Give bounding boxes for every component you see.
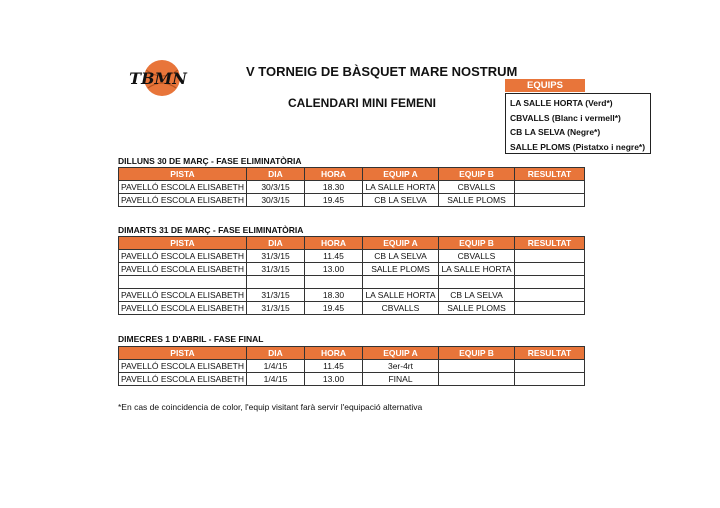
cell-equip-a: CB LA SELVA <box>363 250 439 263</box>
col-header-pista: PISTA <box>119 237 247 250</box>
cell-equip-b: LA SALLE HORTA <box>439 263 515 276</box>
col-header-equip-a: EQUIP A <box>363 347 439 360</box>
equips-item: CB LA SELVA (Negre*) <box>510 127 601 137</box>
table-row <box>119 289 585 302</box>
cell-equip-a: SALLE PLOMS <box>363 263 439 276</box>
cell-resultat <box>515 194 585 207</box>
cell-resultat <box>515 289 585 302</box>
equips-item: LA SALLE HORTA (Verd*) <box>510 98 613 108</box>
cell-resultat <box>515 276 585 289</box>
equips-item: CBVALLS (Blanc i vermell*) <box>510 112 621 123</box>
cell-pista: PAVELLÓ ESCOLA ELISABETH <box>119 181 247 194</box>
table-header-row <box>119 347 585 360</box>
equips-list <box>505 93 651 154</box>
cell-pista: PAVELLÓ ESCOLA ELISABETH <box>119 250 247 263</box>
table-header-row <box>119 168 585 181</box>
cell-resultat <box>515 373 585 386</box>
cell-equip-b: SALLE PLOMS <box>439 302 515 315</box>
cell-equip-a: CB LA SELVA <box>363 194 439 207</box>
cell-equip-a: 3er-4rt <box>363 360 439 373</box>
col-header-equip-b: EQUIP B <box>439 168 515 181</box>
cell-resultat <box>515 360 585 373</box>
cell-hora: 11.45 <box>305 360 363 373</box>
cell-pista: PAVELLÓ ESCOLA ELISABETH <box>119 263 247 276</box>
cell-pista: PAVELLÓ ESCOLA ELISABETH <box>119 302 247 315</box>
table-row <box>119 181 585 194</box>
cell-equip-a: LA SALLE HORTA <box>363 181 439 194</box>
col-header-dia: DIA <box>247 347 305 360</box>
cell-dia: 1/4/15 <box>247 373 305 386</box>
section-title-monday: DILLUNS 30 DE MARÇ - FASE ELIMINATÒRIA <box>118 156 302 166</box>
cell-hora: 19.45 <box>305 194 363 207</box>
equips-item: SALLE PLOMS (Pistatxo i negre*) <box>510 141 646 152</box>
cell-resultat <box>515 263 585 276</box>
schedule-table-monday <box>118 167 585 207</box>
cell-equip-b: SALLE PLOMS <box>439 194 515 207</box>
table-header-row <box>119 237 585 250</box>
cell-equip-a: LA SALLE HORTA <box>363 289 439 302</box>
cell-pista: PAVELLÓ ESCOLA ELISABETH <box>119 373 247 386</box>
cell-resultat <box>515 250 585 263</box>
col-header-equip-a: EQUIP A <box>363 237 439 250</box>
section-title-wednesday: DIMECRES 1 D'ABRIL - FASE FINAL <box>118 334 264 344</box>
cell-dia: 31/3/15 <box>247 302 305 315</box>
table-row-empty <box>119 276 585 289</box>
cell-equip-a: CBVALLS <box>363 302 439 315</box>
table-row <box>119 302 585 315</box>
cell-equip-b: CBVALLS <box>439 181 515 194</box>
cell-pista: PAVELLÓ ESCOLA ELISABETH <box>119 194 247 207</box>
col-header-dia: DIA <box>247 237 305 250</box>
cell-equip-b <box>439 276 515 289</box>
cell-equip-b: CB LA SELVA <box>439 289 515 302</box>
cell-hora: 18.30 <box>305 181 363 194</box>
col-header-hora: HORA <box>305 237 363 250</box>
cell-dia: 30/3/15 <box>247 181 305 194</box>
cell-pista: PAVELLÓ ESCOLA ELISABETH <box>119 289 247 302</box>
cell-equip-b <box>439 360 515 373</box>
cell-dia: 31/3/15 <box>247 263 305 276</box>
cell-dia <box>247 276 305 289</box>
col-header-resultat: RESULTAT <box>515 168 585 181</box>
footnote: *En cas de coincidencia de color, l'equip visitant farà servir l'equipació alternativa <box>118 402 423 412</box>
col-header-hora: HORA <box>305 168 363 181</box>
table-row <box>119 373 585 386</box>
col-header-pista: PISTA <box>119 347 247 360</box>
cell-hora: 13.00 <box>305 373 363 386</box>
cell-equip-b: CBVALLS <box>439 250 515 263</box>
cell-equip-b <box>439 373 515 386</box>
cell-pista: PAVELLÓ ESCOLA ELISABETH <box>119 360 247 373</box>
cell-dia: 30/3/15 <box>247 194 305 207</box>
cell-dia: 31/3/15 <box>247 289 305 302</box>
col-header-dia: DIA <box>247 168 305 181</box>
logo-text: TBMN <box>129 69 187 88</box>
col-header-equip-b: EQUIP B <box>439 237 515 250</box>
col-header-pista: PISTA <box>119 168 247 181</box>
table-row <box>119 250 585 263</box>
cell-equip-a <box>363 276 439 289</box>
col-header-equip-b: EQUIP B <box>439 347 515 360</box>
cell-hora: 11.45 <box>305 250 363 263</box>
page-subtitle: CALENDARI MINI FEMENI <box>288 96 436 110</box>
col-header-resultat: RESULTAT <box>515 237 585 250</box>
table-row <box>119 194 585 207</box>
cell-equip-a: FINAL <box>363 373 439 386</box>
schedule-table-wednesday <box>118 346 585 386</box>
section-title-tuesday: DIMARTS 31 DE MARÇ - FASE ELIMINATÒRIA <box>118 225 304 235</box>
schedule-table-tuesday <box>118 236 585 315</box>
page-title: V TORNEIG DE BÀSQUET MARE NOSTRUM <box>246 64 518 79</box>
cell-hora <box>305 276 363 289</box>
cell-pista <box>119 276 247 289</box>
cell-resultat <box>515 302 585 315</box>
col-header-hora: HORA <box>305 347 363 360</box>
equips-header: EQUIPS <box>505 79 585 92</box>
cell-dia: 31/3/15 <box>247 250 305 263</box>
cell-resultat <box>515 181 585 194</box>
tournament-logo <box>128 56 188 100</box>
cell-dia: 1/4/15 <box>247 360 305 373</box>
table-row <box>119 263 585 276</box>
cell-hora: 19.45 <box>305 302 363 315</box>
cell-hora: 18.30 <box>305 289 363 302</box>
col-header-equip-a: EQUIP A <box>363 168 439 181</box>
cell-hora: 13.00 <box>305 263 363 276</box>
col-header-resultat: RESULTAT <box>515 347 585 360</box>
table-row <box>119 360 585 373</box>
